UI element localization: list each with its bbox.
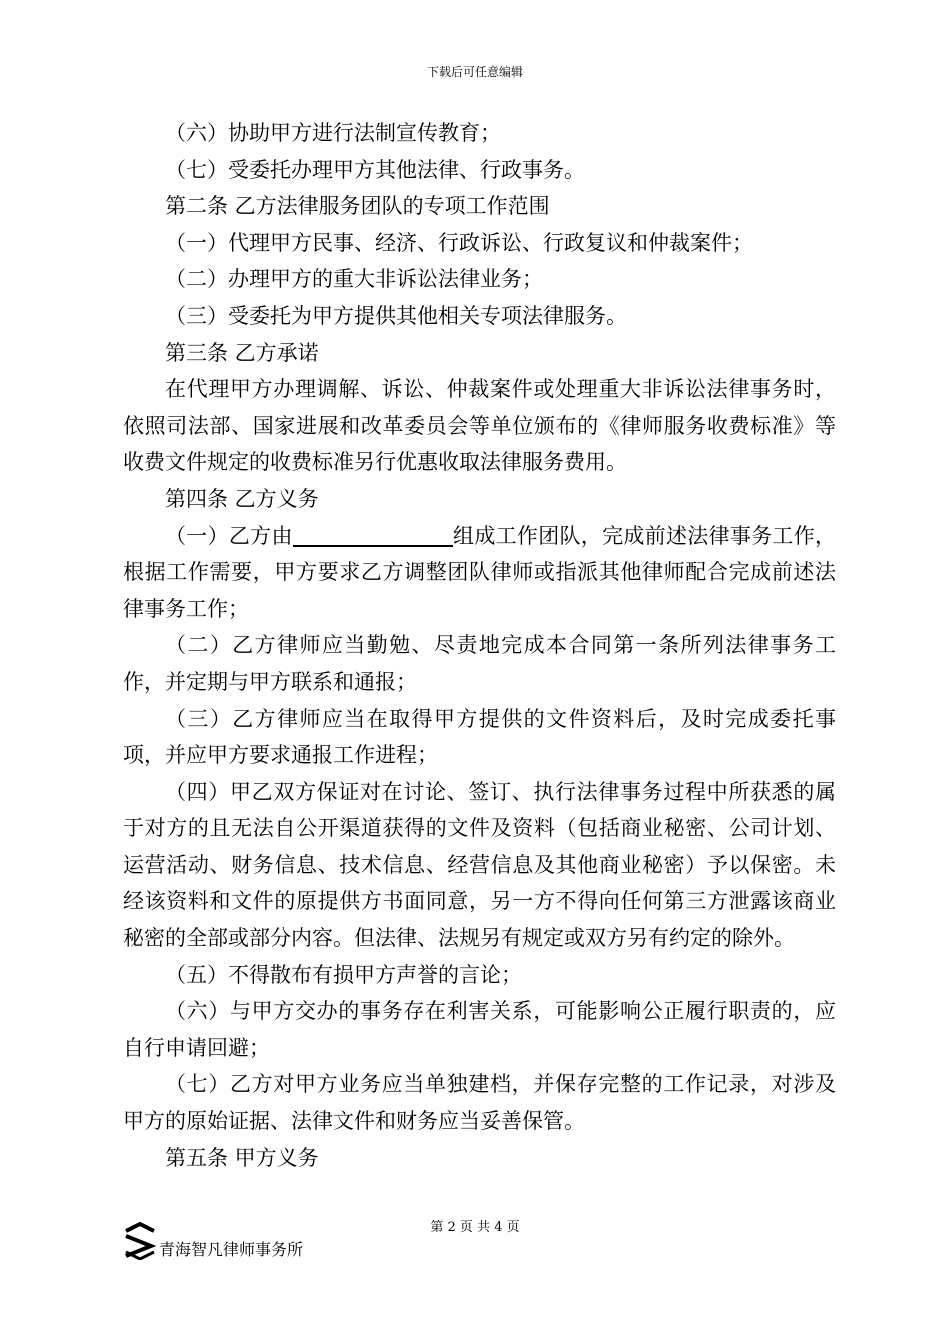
firm-name: 青海智凡律师事务所 [159, 1240, 304, 1259]
paragraph: （二）办理甲方的重大非诉讼法律业务； [165, 267, 543, 292]
firm-logo [123, 1222, 303, 1260]
paragraph: （六）与甲方交办的事务存在利害关系，可能影响公正履行职责的，应自行申请回避； [123, 999, 836, 1060]
paragraph: （七）受委托办理甲方其他法律、行政事务。 [165, 157, 585, 182]
paragraph: 在代理甲方办理调解、诉讼、仲裁案件或处理重大非诉讼法律事务时，依照司法部、国家进展和改革委员会等单位颁布的《律师服务收费标准》等收费文件规定的收费标准另行优惠收取法律服务费用。 [123, 377, 836, 475]
fill-in-blank [293, 523, 453, 547]
paragraph: （二）乙方律师应当勤勉、尽责地完成本合同第一条所列法律事务工作，并定期与甲方联系和通报； [123, 633, 836, 694]
paragraph: （六）协助甲方进行法制宣传教育； [165, 121, 501, 145]
paragraph: （四）甲乙双方保证对在讨论、签订、执行法律事务过程中所获悉的属于对方的且无法自公开渠道获得的文件及资料（包括商业秘密、公司计划、运营活动、财务信息、技术信息、经营信息及其他商业秘密）予以保密。未经该资料和文件的原提供方书面同意，另一方不得向任何第三方泄露该商业秘密的全部或部分内容。但法律、法规另有规定或双方另有约定的除外。 [123, 779, 836, 951]
section-heading: 第五条 甲方义务 [165, 1145, 319, 1170]
paragraph: （一）代理甲方民事、经济、行政诉讼、行政复议和仲裁案件； [165, 230, 753, 255]
blank-before-text: （一）乙方由 [165, 523, 293, 548]
section-heading: 第三条 乙方承诺 [165, 340, 319, 365]
page-header: 下载后可任意编辑 [426, 65, 523, 79]
paragraph-with-blank [123, 518, 836, 628]
section-heading: 第二条 乙方法律服务团队的专项工作范围 [165, 194, 550, 219]
paragraph: （三）受委托为甲方提供其他相关专项法律服务。 [165, 303, 627, 328]
section-heading: 第四条 乙方义务 [165, 486, 319, 511]
blank-after-text: 组成工作团队，完成前述法律事务工作，根据工作需要，甲方要求乙方调整团队律师或指派其他律师配合完成前述法律事务工作； [123, 523, 836, 621]
page-number: 第 2 页 共 4 页 [430, 1220, 520, 1235]
document-body [123, 115, 836, 1176]
paragraph: （三）乙方律师应当在取得甲方提供的文件资料后，及时完成委托事项，并应甲方要求通报工作进程； [123, 706, 836, 768]
firm-logo-icon [123, 1222, 157, 1260]
paragraph: （七）乙方对甲方业务应当单独建档，并保存完整的工作记录，对涉及甲方的原始证据、法律文件和财务应当妥善保管。 [123, 1072, 836, 1134]
paragraph: （五）不得散布有损甲方声誉的言论； [165, 962, 522, 987]
